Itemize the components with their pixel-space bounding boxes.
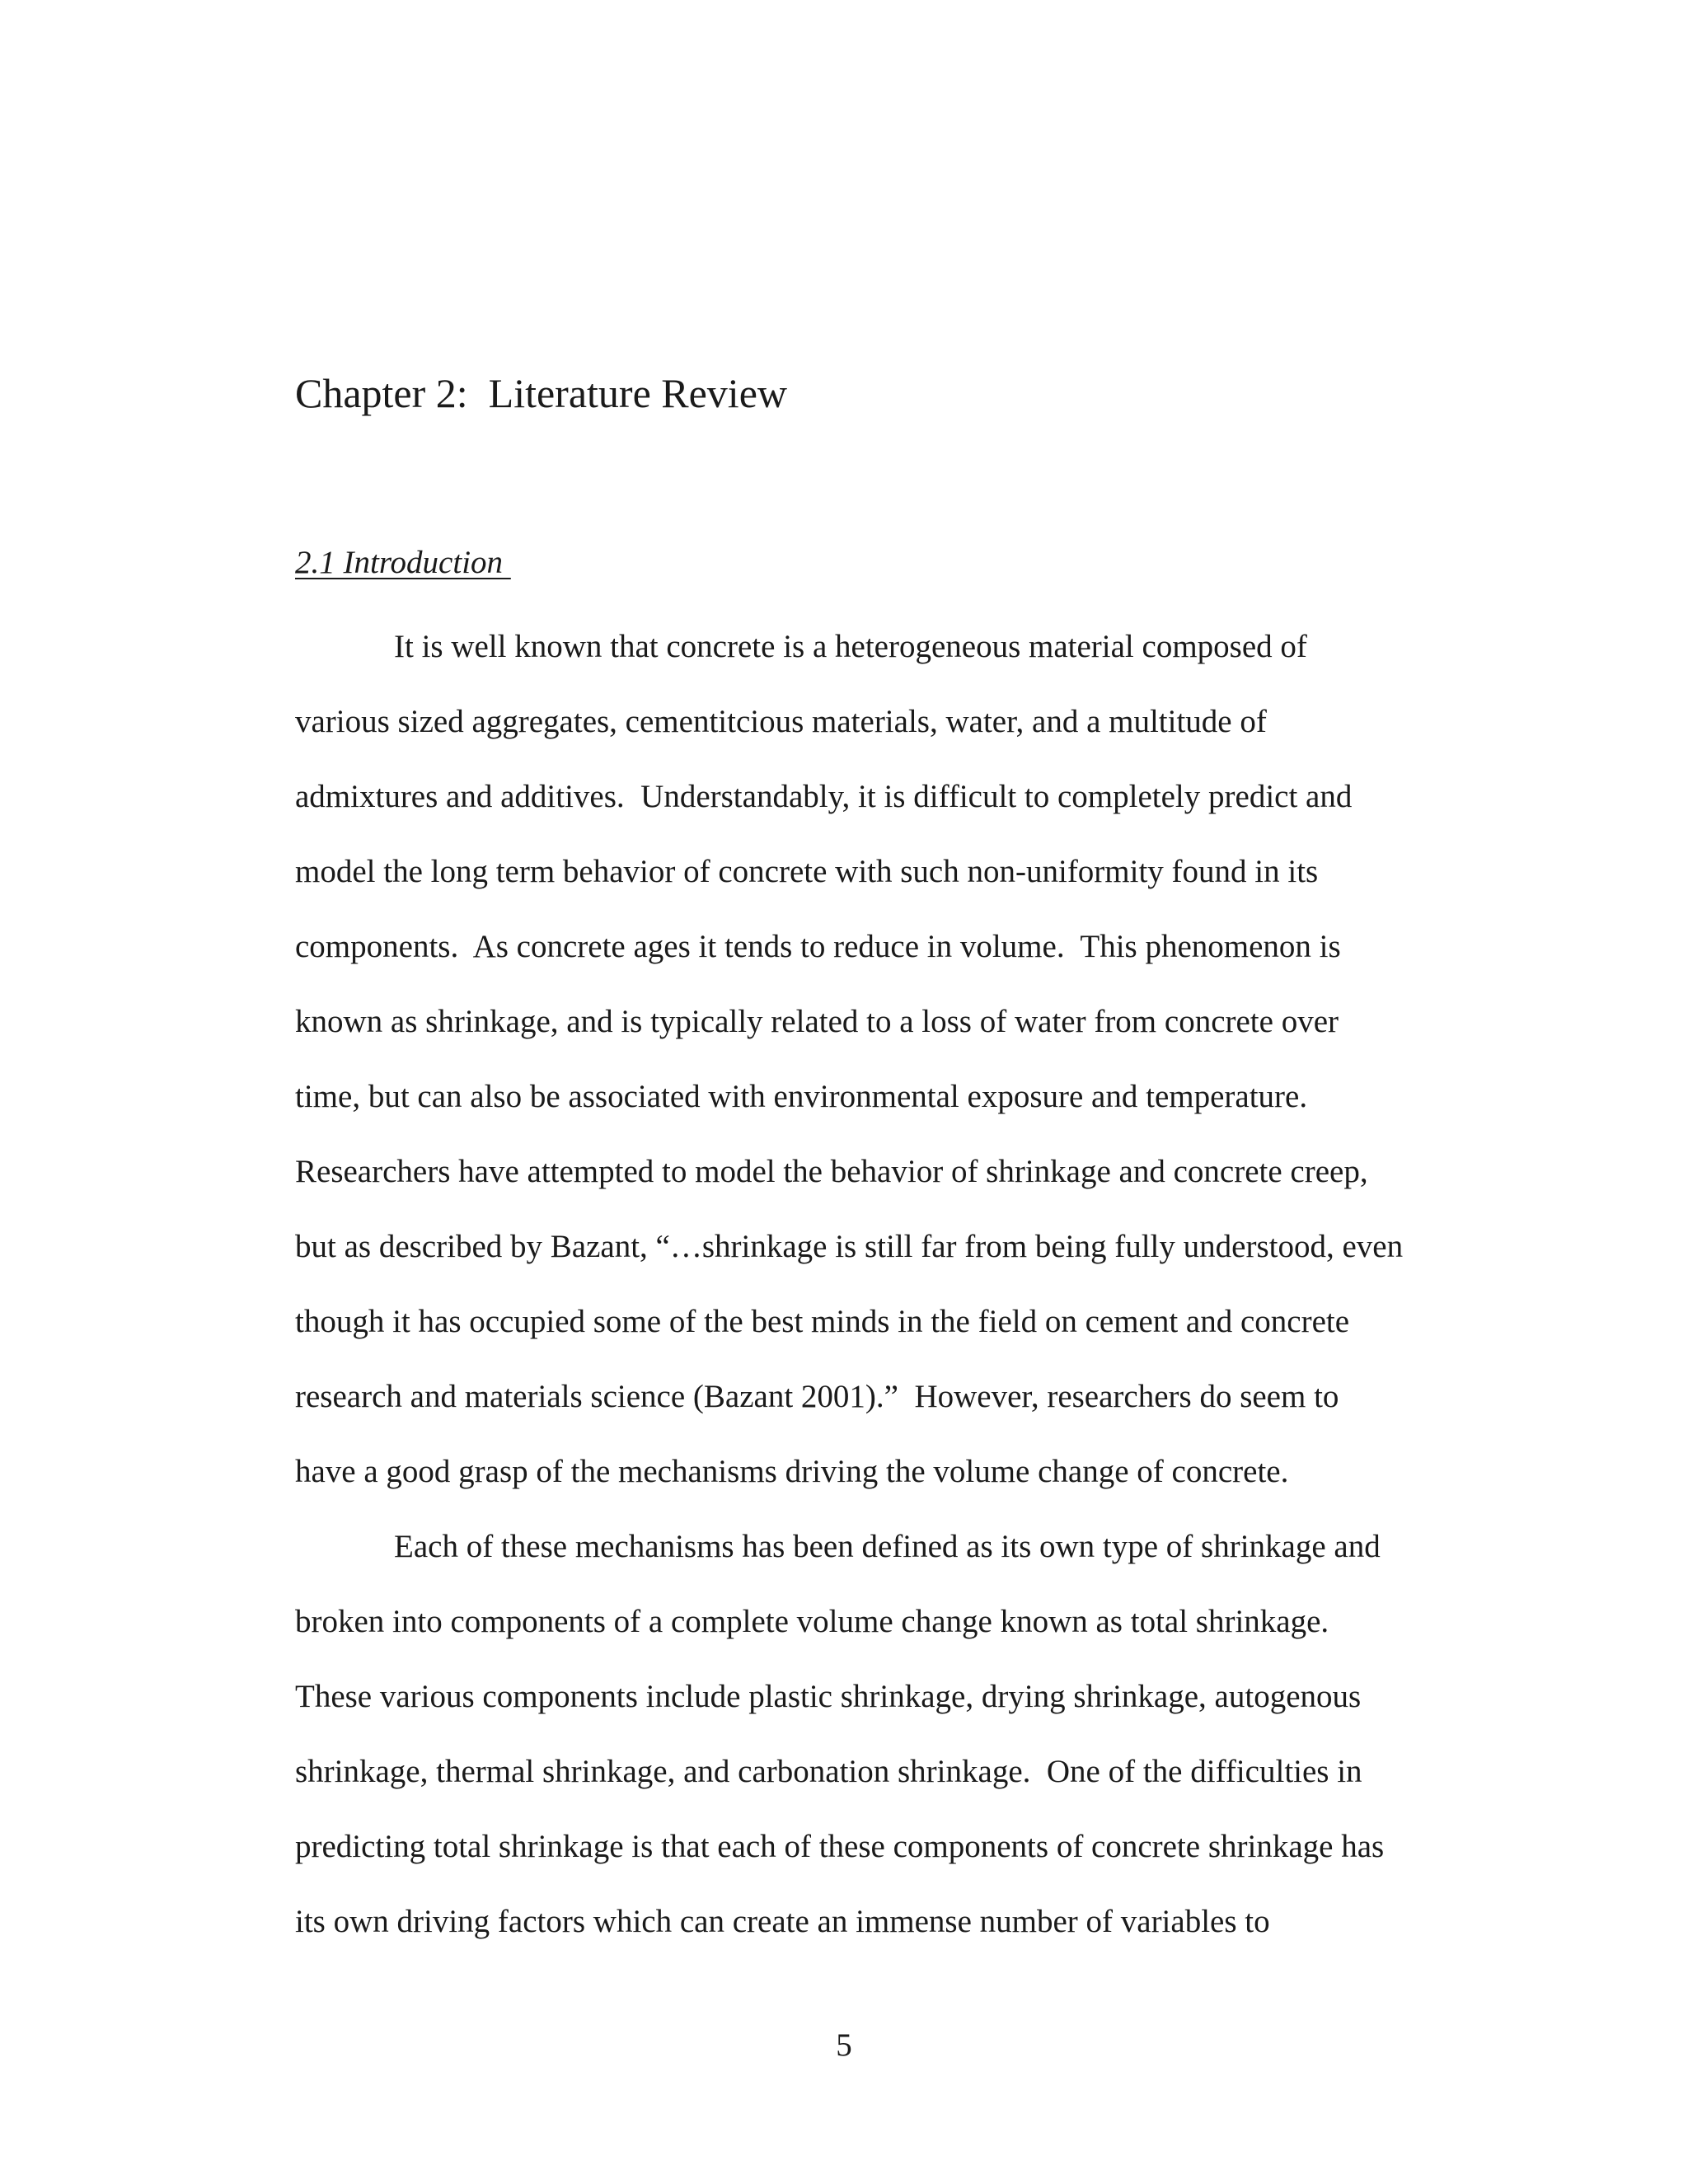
- body-line: These various components include plastic shrinkage, drying shrinkage, autogenous: [295, 1679, 1362, 1714]
- page-number: 5: [836, 2027, 852, 2063]
- body-line: though it has occupied some of the best minds in the field on cement and concrete: [295, 1304, 1350, 1339]
- body-line: admixtures and additives. Understandably, it is difficult to completely predict and: [295, 779, 1353, 814]
- body-line: It is well known that concrete is a heterogeneous material composed of: [394, 629, 1307, 664]
- body-line: model the long term behavior of concrete with such non-uniformity found in its: [295, 854, 1319, 889]
- body-line: shrinkage, thermal shrinkage, and carbonation shrinkage. One of the difficulties in: [295, 1754, 1362, 1789]
- body-line: Researchers have attempted to model the behavior of shrinkage and concrete creep,: [295, 1154, 1368, 1189]
- body-line: broken into components of a complete volume change known as total shrinkage.: [295, 1604, 1329, 1639]
- body-line: have a good grasp of the mechanisms driving the volume change of concrete.: [295, 1454, 1289, 1489]
- body-line: but as described by Bazant, “…shrinkage is still far from being fully understood, even: [295, 1229, 1404, 1264]
- body-line: its own driving factors which can create an immense number of variables to: [295, 1904, 1270, 1939]
- body-line: time, but can also be associated with environmental exposure and temperature.: [295, 1079, 1308, 1114]
- body-line: Each of these mechanisms has been defined as its own type of shrinkage and: [394, 1529, 1381, 1564]
- section-heading: 2.1 Introduction: [295, 545, 511, 580]
- chapter-title: Chapter 2: Literature Review: [295, 370, 787, 416]
- body-line: known as shrinkage, and is typically related to a loss of water from concrete over: [295, 1004, 1339, 1039]
- body-line: components. As concrete ages it tends to reduce in volume. This phenomenon is: [295, 929, 1341, 964]
- body-line: various sized aggregates, cementitcious materials, water, and a multitude of: [295, 704, 1267, 739]
- body-line: predicting total shrinkage is that each of these components of concrete shrinkage has: [295, 1829, 1385, 1864]
- body-line: research and materials science (Bazant 2001).” However, researchers do seem to: [295, 1379, 1339, 1414]
